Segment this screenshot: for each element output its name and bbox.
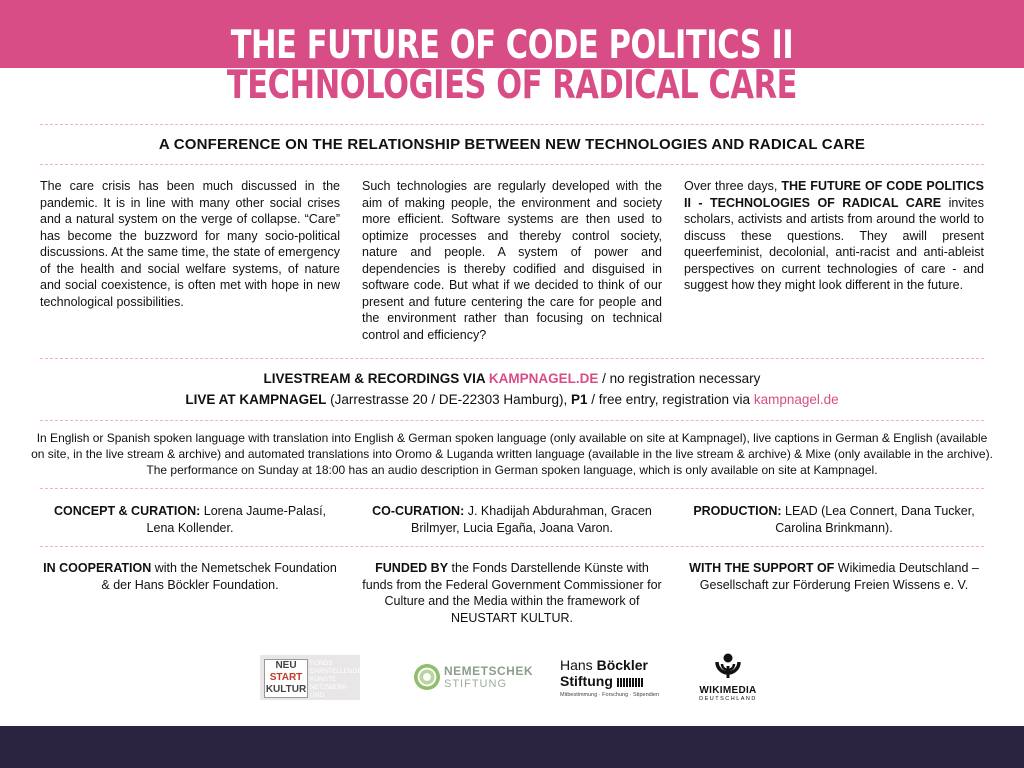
credit-support: WITH THE SUPPORT OF Wikimedia Deutschland – Gesellschaft zur Förderung Freien Wissens e. V. (689, 561, 979, 592)
title-line-1: THE FUTURE OF CODE POLITICS II (230, 23, 794, 68)
credit-concept: CONCEPT & CURATION: Lorena Jaume-Palasí, Lena Kollender. (53, 504, 327, 535)
credit-cooperation: IN COOPERATION with the Nemetschek Foundation & der Hans Böckler Foundation. (43, 561, 337, 592)
credit-production: PRODUCTION: LEAD (Lea Connert, Dana Tucker, Carolina Brinkmann). (693, 504, 975, 535)
divider (40, 488, 984, 489)
nemetschek-circle-icon (414, 664, 440, 690)
kampnagel-link[interactable]: KAMPNAGEL.DE (488, 371, 599, 386)
footer-band (0, 726, 1024, 768)
divider (40, 358, 984, 359)
divider (40, 546, 984, 547)
barcode-icon (617, 678, 643, 687)
intro-column-2: Such technologies are regularly developed with the aim of making people, the environment and society more efficient. Software systems are then used to optimize processes and thereby control society, nature and people. A system of power and dependencies is thereby codified and disguised in software code. But what if we decided to think of our present and future centering the care for people and the environment rather than focusing on technical control and efficiency? (362, 179, 662, 342)
fonds-darstellende-kuenste-text: FONDS DARSTELLENDE KÜNSTE NETZWERK- UND STRUKTURFÖRDERUNG (310, 660, 388, 707)
wikimedia-icon (713, 652, 743, 680)
wikimedia-deutschland-logo: WIKIMEDIA DEUTSCHLAND (690, 652, 766, 706)
neustart-kultur-logo (260, 655, 388, 707)
credit-cocuration: CO-CURATION: J. Khadijah Abdurahman, Gracen Brilmyer, Lucia Egaña, Joana Varon. (372, 504, 652, 535)
divider (40, 164, 984, 165)
divider (40, 124, 984, 125)
livestream-line: LIVESTREAM & RECORDINGS VIA KAMPNAGEL.DE / no registration necessary (263, 371, 761, 386)
live-venue-line: LIVE AT KAMPNAGEL (Jarrestrasse 20 / DE-22303 Hamburg), P1 / free entry, registration via kampnagel.de (185, 392, 839, 407)
intro-column-3: Over three days, THE FUTURE OF CODE POLITICS II - TECHNOLOGIES OF RADICAL CARE invites scholars, activists and artists from around the world to discuss these questions. They awill present queerfeminist, decolonial, anti-racist and anti-ableist perspectives on current technologies of care - and suggest how they might look different in the future. (684, 179, 984, 292)
neustart-kultur-mark: NEU START KULTUR (264, 659, 308, 698)
title-line-2: TECHNOLOGIES OF RADICAL CARE (226, 63, 798, 108)
hans-boeckler-stiftung-logo: Hans Böckler Stiftung Mitbestimmung · Forschung · Stipendien (560, 657, 660, 698)
conference-subtitle: A CONFERENCE ON THE RELATIONSHIP BETWEEN NEW TECHNOLOGIES AND RADICAL CARE (158, 136, 866, 153)
divider (40, 420, 984, 421)
credit-funded: FUNDED BY the Fonds Darstellende Künste with funds from the Federal Government Commissioner for Culture and the Media within the framework of NEUSTART KULTUR. (362, 561, 662, 625)
language-note: In English or Spanish spoken language with translation into English & German spoken language (only available on site at Kampnagel), live captions in German & English (available on site, in the live stream & archive) and automated translations into Oromo & Luganda written language (available in the live stream & archive) & Mixe (only available in the archive). The performance on Sunday at 18:00 has an audio description in German spoken language, which is only available on site at Kampnagel. (31, 431, 993, 477)
nemetschek-stiftung-logo: NEMETSCHEK STIFTUNG (414, 660, 529, 695)
intro-column-1: The care crisis has been much discussed in the pandemic. It is in line with many other social crises and a natural system on the verge of collapse. “Care” has become the buzzword for many socio-political discussions. At the same time, the state of emergency of the health and social welfare systems, of nature and social coexistence, is often met with hope in new technological possibilities. (40, 179, 340, 309)
kampnagel-registration-link[interactable]: kampnagel.de (753, 392, 839, 407)
